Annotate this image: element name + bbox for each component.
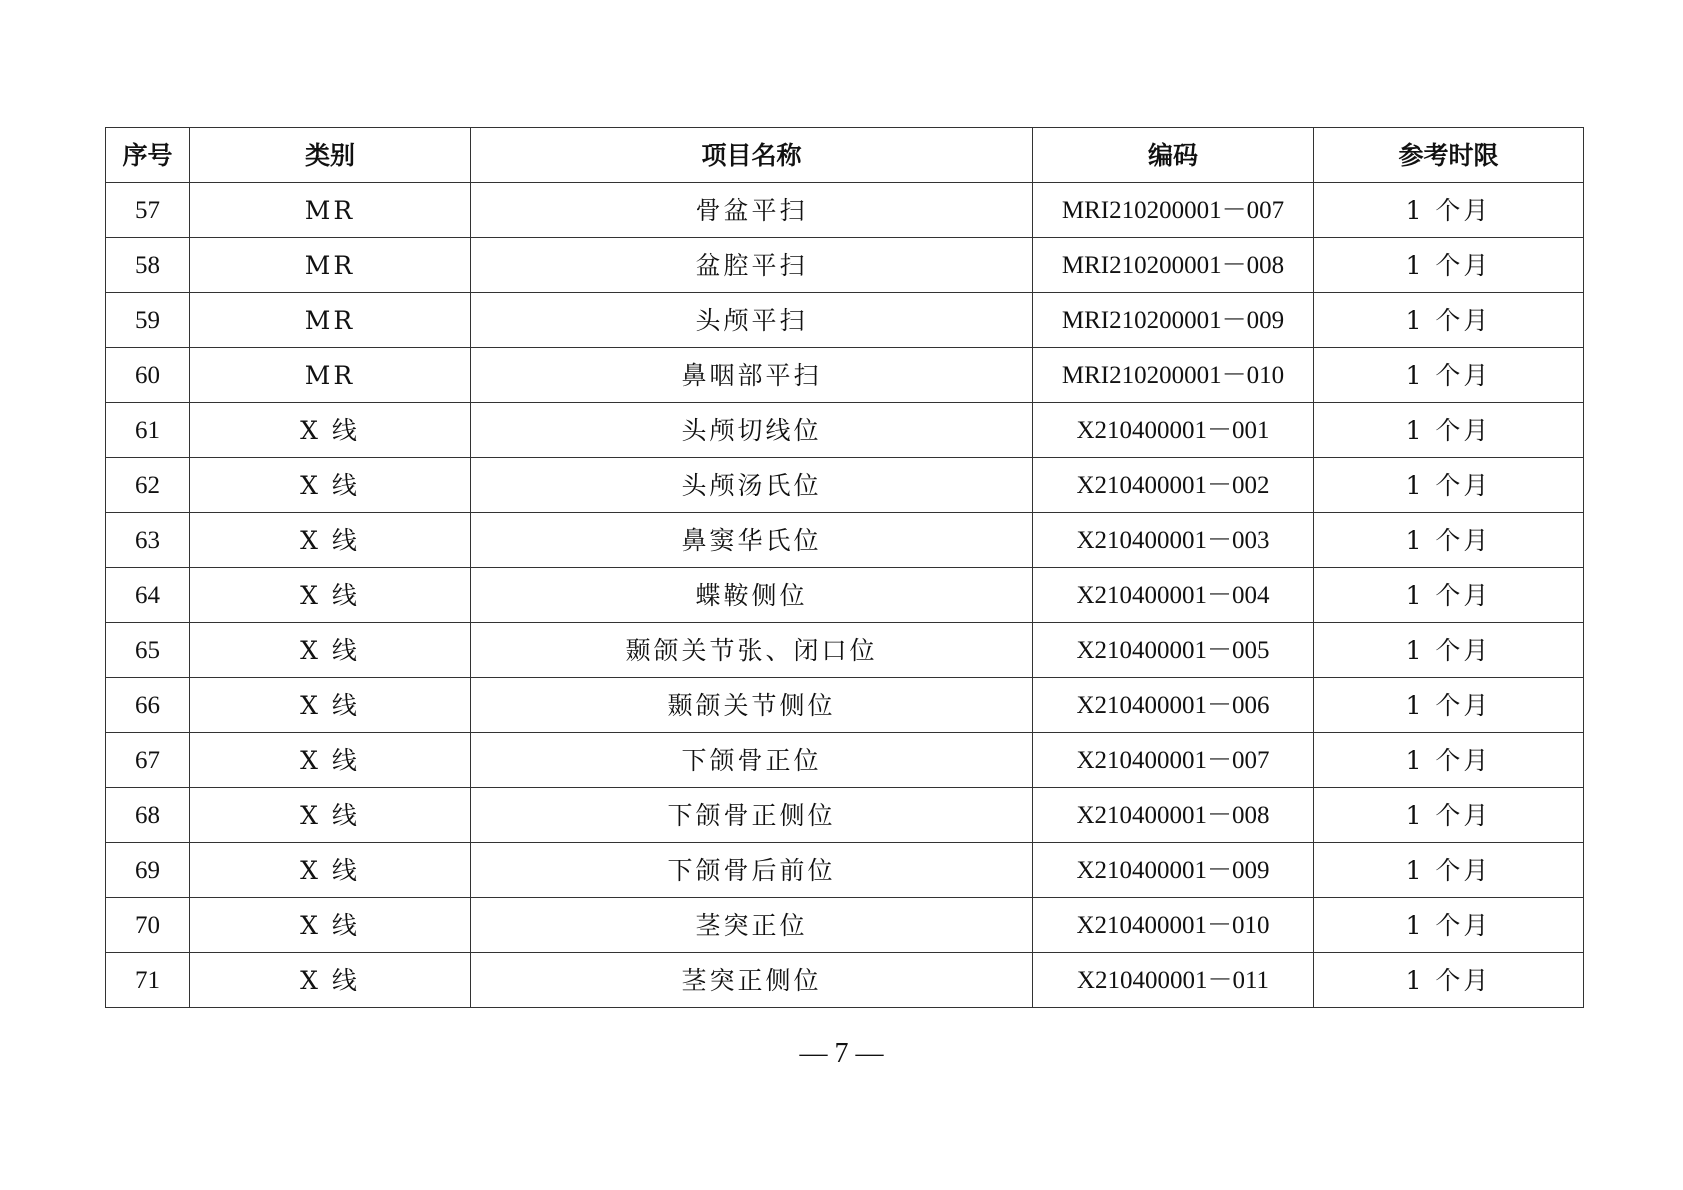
header-code: 编码 bbox=[1033, 128, 1314, 183]
cell-category: X 线 bbox=[190, 458, 471, 513]
cell-code: X210400001－002 bbox=[1033, 458, 1314, 513]
cell-item-name: 头颅切线位 bbox=[471, 403, 1033, 458]
table-row bbox=[106, 348, 1584, 403]
table-row bbox=[106, 293, 1584, 348]
cell-item-name: 鼻咽部平扫 bbox=[471, 348, 1033, 403]
cell-category: X 线 bbox=[190, 788, 471, 843]
table-row bbox=[106, 403, 1584, 458]
cell-code: X210400001－007 bbox=[1033, 733, 1314, 788]
cell-serial-number: 69 bbox=[106, 843, 190, 898]
cell-code: X210400001－006 bbox=[1033, 678, 1314, 733]
cell-reference-time-limit: 1 个月 bbox=[1314, 788, 1584, 843]
table-row bbox=[106, 568, 1584, 623]
cell-code: MRI210200001－008 bbox=[1033, 238, 1314, 293]
cell-category: MR bbox=[190, 348, 471, 403]
cell-item-name: 下颌骨正位 bbox=[471, 733, 1033, 788]
cell-serial-number: 67 bbox=[106, 733, 190, 788]
cell-serial-number: 68 bbox=[106, 788, 190, 843]
cell-item-name: 盆腔平扫 bbox=[471, 238, 1033, 293]
cell-reference-time-limit: 1 个月 bbox=[1314, 238, 1584, 293]
cell-serial-number: 64 bbox=[106, 568, 190, 623]
cell-reference-time-limit: 1 个月 bbox=[1314, 953, 1584, 1008]
table-row bbox=[106, 953, 1584, 1008]
table-row bbox=[106, 458, 1584, 513]
table-row bbox=[106, 513, 1584, 568]
cell-category: X 线 bbox=[190, 843, 471, 898]
table-row bbox=[106, 898, 1584, 953]
cell-reference-time-limit: 1 个月 bbox=[1314, 623, 1584, 678]
cell-serial-number: 59 bbox=[106, 293, 190, 348]
cell-category: MR bbox=[190, 293, 471, 348]
cell-code: X210400001－004 bbox=[1033, 568, 1314, 623]
cell-code: X210400001－009 bbox=[1033, 843, 1314, 898]
cell-reference-time-limit: 1 个月 bbox=[1314, 733, 1584, 788]
cell-code: X210400001－001 bbox=[1033, 403, 1314, 458]
table-row bbox=[106, 238, 1584, 293]
cell-serial-number: 70 bbox=[106, 898, 190, 953]
cell-reference-time-limit: 1 个月 bbox=[1314, 898, 1584, 953]
cell-category: X 线 bbox=[190, 898, 471, 953]
cell-category: X 线 bbox=[190, 953, 471, 1008]
cell-item-name: 颞颌关节张、闭口位 bbox=[471, 623, 1033, 678]
cell-reference-time-limit: 1 个月 bbox=[1314, 348, 1584, 403]
cell-serial-number: 61 bbox=[106, 403, 190, 458]
header-item-name: 项目名称 bbox=[471, 128, 1033, 183]
cell-code: X210400001－011 bbox=[1033, 953, 1314, 1008]
cell-reference-time-limit: 1 个月 bbox=[1314, 458, 1584, 513]
cell-serial-number: 63 bbox=[106, 513, 190, 568]
cell-code: X210400001－010 bbox=[1033, 898, 1314, 953]
header-reference-time-limit: 参考时限 bbox=[1314, 128, 1584, 183]
cell-item-name: 鼻窦华氏位 bbox=[471, 513, 1033, 568]
cell-category: X 线 bbox=[190, 403, 471, 458]
cell-item-name: 茎突正侧位 bbox=[471, 953, 1033, 1008]
table-header-row bbox=[106, 128, 1584, 183]
cell-serial-number: 66 bbox=[106, 678, 190, 733]
table-row bbox=[106, 183, 1584, 238]
table-row bbox=[106, 733, 1584, 788]
page-number: — 7 — bbox=[799, 1038, 884, 1069]
cell-serial-number: 60 bbox=[106, 348, 190, 403]
table-row bbox=[106, 843, 1584, 898]
cell-serial-number: 65 bbox=[106, 623, 190, 678]
cell-code: MRI210200001－009 bbox=[1033, 293, 1314, 348]
cell-item-name: 头颅汤氏位 bbox=[471, 458, 1033, 513]
cell-reference-time-limit: 1 个月 bbox=[1314, 568, 1584, 623]
cell-item-name: 头颅平扫 bbox=[471, 293, 1033, 348]
cell-reference-time-limit: 1 个月 bbox=[1314, 183, 1584, 238]
cell-reference-time-limit: 1 个月 bbox=[1314, 513, 1584, 568]
cell-category: MR bbox=[190, 183, 471, 238]
cell-item-name: 颞颌关节侧位 bbox=[471, 678, 1033, 733]
cell-code: MRI210200001－010 bbox=[1033, 348, 1314, 403]
cell-item-name: 骨盆平扫 bbox=[471, 183, 1033, 238]
cell-reference-time-limit: 1 个月 bbox=[1314, 293, 1584, 348]
cell-category: X 线 bbox=[190, 678, 471, 733]
cell-category: X 线 bbox=[190, 568, 471, 623]
cell-category: X 线 bbox=[190, 733, 471, 788]
items-table bbox=[105, 127, 1584, 1008]
cell-code: X210400001－003 bbox=[1033, 513, 1314, 568]
header-serial-number: 序号 bbox=[106, 128, 190, 183]
cell-item-name: 下颌骨后前位 bbox=[471, 843, 1033, 898]
cell-reference-time-limit: 1 个月 bbox=[1314, 403, 1584, 458]
cell-serial-number: 71 bbox=[106, 953, 190, 1008]
table-body bbox=[106, 183, 1584, 1008]
cell-serial-number: 62 bbox=[106, 458, 190, 513]
cell-code: X210400001－005 bbox=[1033, 623, 1314, 678]
cell-serial-number: 58 bbox=[106, 238, 190, 293]
cell-category: X 线 bbox=[190, 623, 471, 678]
cell-item-name: 蝶鞍侧位 bbox=[471, 568, 1033, 623]
cell-code: MRI210200001－007 bbox=[1033, 183, 1314, 238]
table-row bbox=[106, 678, 1584, 733]
cell-serial-number: 57 bbox=[106, 183, 190, 238]
cell-category: X 线 bbox=[190, 513, 471, 568]
cell-reference-time-limit: 1 个月 bbox=[1314, 678, 1584, 733]
header-category: 类别 bbox=[190, 128, 471, 183]
cell-reference-time-limit: 1 个月 bbox=[1314, 843, 1584, 898]
table-row bbox=[106, 623, 1584, 678]
table-row bbox=[106, 788, 1584, 843]
cell-item-name: 茎突正位 bbox=[471, 898, 1033, 953]
cell-item-name: 下颌骨正侧位 bbox=[471, 788, 1033, 843]
cell-category: MR bbox=[190, 238, 471, 293]
cell-code: X210400001－008 bbox=[1033, 788, 1314, 843]
